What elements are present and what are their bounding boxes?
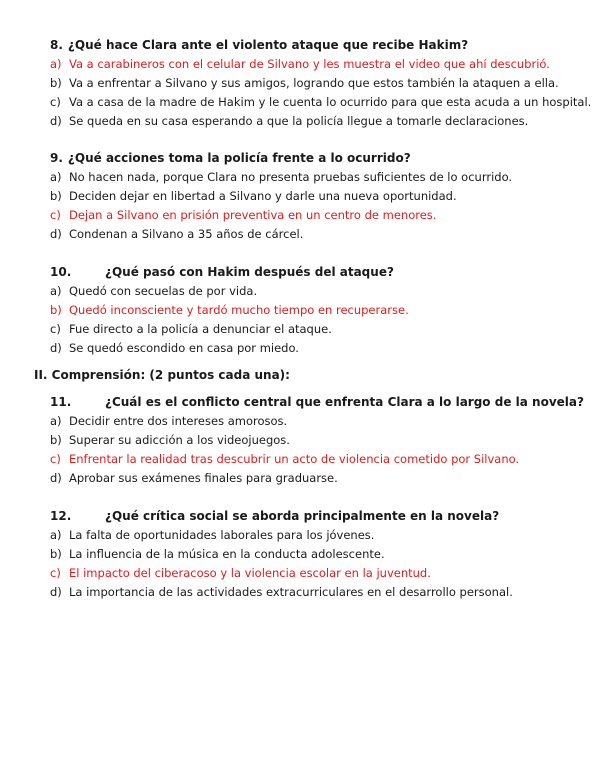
question-text: ¿Qué crítica social se aborda principalmente en la novela? bbox=[105, 509, 500, 523]
option-letter: c) bbox=[50, 566, 61, 580]
question-number: 11. bbox=[50, 395, 72, 409]
option-text: Se quedó escondido en casa por miedo. bbox=[69, 341, 299, 355]
option-b bbox=[50, 187, 590, 206]
option-a bbox=[50, 412, 590, 431]
option-text: Condenan a Silvano a 35 años de cárcel. bbox=[69, 227, 304, 241]
question-number: 10. bbox=[50, 265, 72, 279]
option-text: Enfrentar la realidad tras descubrir un acto de violencia cometido por Silvano. bbox=[69, 452, 520, 466]
option-d bbox=[50, 583, 590, 602]
section-heading: II. Comprensión: (2 puntos cada una): bbox=[34, 368, 290, 382]
option-c bbox=[50, 93, 590, 112]
option-text: La falta de oportunidades laborales para los jóvenes. bbox=[69, 528, 375, 542]
question-title bbox=[50, 263, 590, 282]
option-text: Aprobar sus exámenes finales para graduarse. bbox=[69, 471, 338, 485]
option-text: Fue directo a la policía a denunciar el ataque. bbox=[69, 322, 332, 336]
option-letter: a) bbox=[50, 414, 62, 428]
question-title bbox=[50, 149, 590, 168]
option-text: No hacen nada, porque Clara no presenta pruebas suficientes de lo ocurrido. bbox=[69, 170, 513, 184]
option-letter: a) bbox=[50, 284, 62, 298]
option-text: Va a casa de la madre de Hakim y le cuenta lo ocurrido para que esta acuda a un hospital. bbox=[69, 95, 592, 109]
option-letter: a) bbox=[50, 528, 62, 542]
option-letter: c) bbox=[50, 208, 61, 222]
option-c-correct bbox=[50, 450, 590, 469]
option-letter: c) bbox=[50, 452, 61, 466]
question-text: ¿Qué pasó con Hakim después del ataque? bbox=[105, 265, 394, 279]
question-12 bbox=[50, 507, 590, 602]
question-10 bbox=[50, 263, 590, 358]
question-title bbox=[50, 36, 590, 55]
option-text: Deciden dejar en libertad a Silvano y darle una nueva oportunidad. bbox=[69, 189, 457, 203]
option-b bbox=[50, 545, 590, 564]
option-text: La influencia de la música en la conducta adolescente. bbox=[69, 547, 385, 561]
option-text: Superar su adicción a los videojuegos. bbox=[69, 433, 290, 447]
option-c-correct bbox=[50, 206, 590, 225]
option-text: Quedó inconsciente y tardó mucho tiempo en recuperarse. bbox=[69, 303, 409, 317]
question-number: 9. bbox=[50, 151, 63, 165]
option-letter: a) bbox=[50, 57, 62, 71]
option-text: Va a enfrentar a Silvano y sus amigos, logrando que estos también la ataquen a ella. bbox=[69, 76, 559, 90]
option-letter: d) bbox=[50, 471, 62, 485]
option-a-correct bbox=[50, 55, 590, 74]
question-11 bbox=[50, 393, 590, 488]
question-text: ¿Cuál es el conflicto central que enfrenta Clara a lo largo de la novela? bbox=[105, 395, 584, 409]
option-b bbox=[50, 431, 590, 450]
option-text: Quedó con secuelas de por vida. bbox=[69, 284, 258, 298]
option-letter: c) bbox=[50, 322, 61, 336]
option-letter: b) bbox=[50, 433, 62, 447]
option-text: Va a carabineros con el celular de Silvano y les muestra el video que ahí descubrió. bbox=[69, 57, 550, 71]
option-letter: d) bbox=[50, 114, 62, 128]
option-letter: a) bbox=[50, 170, 62, 184]
option-text: Se queda en su casa esperando a que la policía llegue a tomarle declaraciones. bbox=[69, 114, 529, 128]
question-8 bbox=[50, 36, 590, 131]
question-title bbox=[50, 507, 590, 526]
question-title bbox=[50, 393, 590, 412]
option-d bbox=[50, 339, 590, 358]
option-letter: d) bbox=[50, 227, 62, 241]
option-a bbox=[50, 282, 590, 301]
option-letter: d) bbox=[50, 585, 62, 599]
option-b bbox=[50, 74, 590, 93]
option-d bbox=[50, 469, 590, 488]
question-text: ¿Qué hace Clara ante el violento ataque que recibe Hakim? bbox=[67, 38, 469, 52]
option-letter: b) bbox=[50, 76, 62, 90]
option-a bbox=[50, 526, 590, 545]
option-d bbox=[50, 112, 590, 131]
option-letter: b) bbox=[50, 547, 62, 561]
option-a bbox=[50, 168, 590, 187]
question-9 bbox=[50, 149, 590, 244]
question-text: ¿Qué acciones toma la policía frente a lo ocurrido? bbox=[67, 151, 411, 165]
option-c bbox=[50, 320, 590, 339]
option-text: El impacto del ciberacoso y la violencia escolar en la juventud. bbox=[69, 566, 431, 580]
option-letter: c) bbox=[50, 95, 61, 109]
option-text: La importancia de las actividades extracurriculares en el desarrollo personal. bbox=[69, 585, 513, 599]
question-number: 8. bbox=[50, 38, 63, 52]
option-text: Dejan a Silvano en prisión preventiva en un centro de menores. bbox=[69, 208, 437, 222]
option-b-correct bbox=[50, 301, 590, 320]
option-letter: b) bbox=[50, 303, 62, 317]
option-letter: d) bbox=[50, 341, 62, 355]
option-text: Decidir entre dos intereses amorosos. bbox=[69, 414, 288, 428]
option-letter: b) bbox=[50, 189, 62, 203]
option-d bbox=[50, 225, 590, 244]
option-c-correct bbox=[50, 564, 590, 583]
question-number: 12. bbox=[50, 509, 72, 523]
